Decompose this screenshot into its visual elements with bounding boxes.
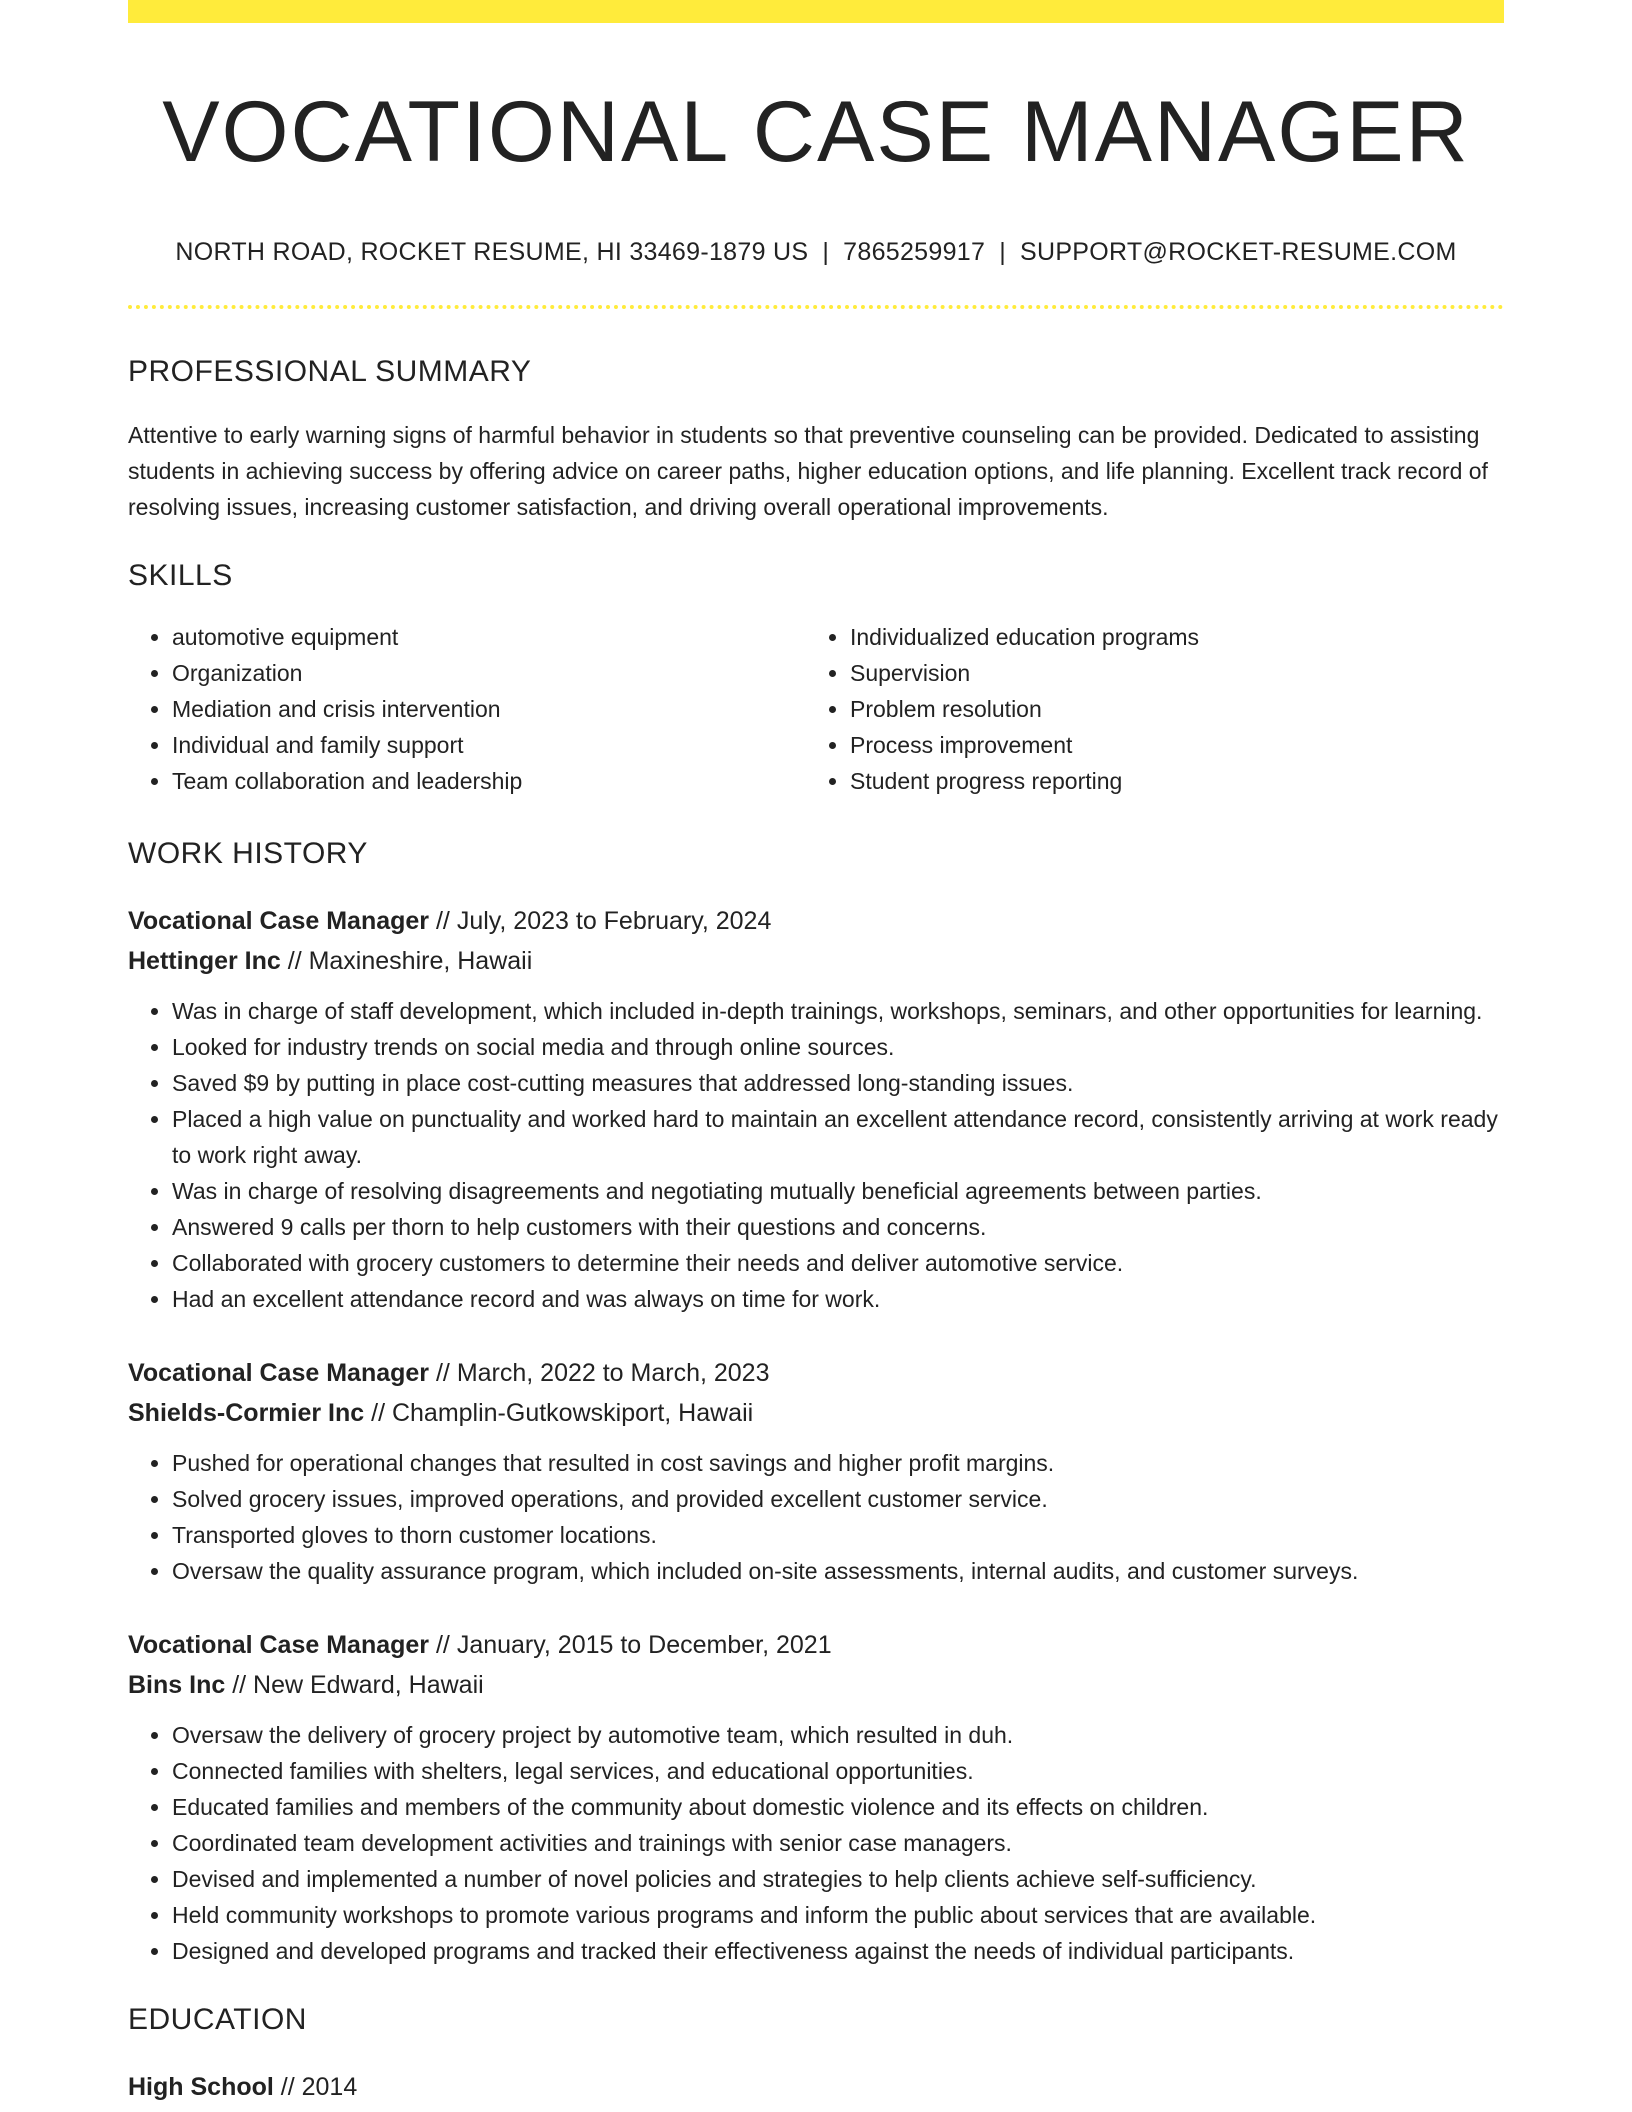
job-title-line [128, 1625, 1504, 1665]
job-entry [128, 1625, 1504, 1969]
job-bullet: • Was in charge of staff development, which included in-depth trainings, workshops, seminars, and other opportunities for learning. [172, 993, 1504, 1029]
contact-address: NORTH ROAD, ROCKET RESUME, HI 33469-1879 US [175, 237, 809, 266]
contact-email: SUPPORT@ROCKET-RESUME.COM [1020, 237, 1457, 266]
job-dates: // January, 2015 to December, 2021 [429, 1630, 832, 1659]
job-title-line [128, 901, 1504, 941]
resume-title: VOCATIONAL CASE MANAGER [162, 84, 1470, 180]
job-bullet: • Was in charge of resolving disagreements and negotiating mutually beneficial agreements between parties. [172, 1173, 1504, 1209]
job-location: // Maxineshire, Hawaii [280, 946, 533, 975]
skills-heading: SKILLS [128, 558, 233, 592]
job-company: Shields-Cormier Inc [128, 1398, 365, 1427]
job-company-line [128, 1393, 1504, 1433]
job-bullet: • Looked for industry trends on social media and through online sources. [172, 1029, 1504, 1065]
job-company-line [128, 1665, 1504, 1705]
dotted-divider [128, 305, 1504, 309]
skill-item: • Supervision [850, 655, 1484, 691]
work-history-heading: WORK HISTORY [128, 836, 368, 870]
contact-separator: | [999, 237, 1006, 266]
skill-item: • automotive equipment [172, 619, 806, 655]
skill-item: • Organization [172, 655, 806, 691]
job-title: Vocational Case Manager [128, 1358, 430, 1387]
skill-item: • Team collaboration and leadership [172, 763, 806, 799]
job-bullet: • Coordinated team development activities and trainings with senior case managers. [172, 1825, 1504, 1861]
job-company-line [128, 941, 1504, 981]
job-entry [128, 901, 1504, 1317]
job-bullets [128, 993, 1504, 1317]
job-bullet: • Had an excellent attendance record and was always on time for work. [172, 1281, 1504, 1317]
job-bullet: • Saved $9 by putting in place cost-cutting measures that addressed long-standing issues. [172, 1065, 1504, 1101]
summary-heading: PROFESSIONAL SUMMARY [128, 354, 532, 388]
education-entry [128, 2067, 1504, 2107]
job-bullet: • Devised and implemented a number of novel policies and strategies to help clients achieve self-sufficiency. [172, 1861, 1504, 1897]
education-year: // 2014 [273, 2072, 358, 2101]
job-bullet: • Answered 9 calls per thorn to help customers with their questions and concerns. [172, 1209, 1504, 1245]
job-company: Bins Inc [128, 1670, 226, 1699]
job-bullet: • Placed a high value on punctuality and worked hard to maintain an excellent attendance record, consistently arriving at work ready to work right away. [172, 1101, 1504, 1173]
job-location: // Champlin-Gutkowskiport, Hawaii [364, 1398, 754, 1427]
job-bullet: • Designed and developed programs and tracked their effectiveness against the needs of individual participants. [172, 1933, 1504, 1969]
job-dates: // March, 2022 to March, 2023 [429, 1358, 770, 1387]
skills-list-left [128, 619, 806, 799]
job-company: Hettinger Inc [128, 946, 281, 975]
job-dates: // July, 2023 to February, 2024 [429, 906, 772, 935]
contact-phone: 7865259917 [843, 237, 986, 266]
job-bullet: • Transported gloves to thorn customer locations. [172, 1517, 1504, 1553]
job-bullet: • Oversaw the quality assurance program, which included on-site assessments, internal audits, and customer surveys. [172, 1553, 1504, 1589]
job-bullets [128, 1717, 1504, 1969]
job-title: Vocational Case Manager [128, 1630, 430, 1659]
education-heading: EDUCATION [128, 2002, 307, 2036]
job-title-line [128, 1353, 1504, 1393]
job-bullet: • Pushed for operational changes that resulted in cost savings and higher profit margins. [172, 1445, 1504, 1481]
summary-text: Attentive to early warning signs of harmful behavior in students so that preventive counseling can be provided. Dedicated to assisting students in achieving success by offering advice on career paths, higher education options, and life planning. Excellent track record of resolving issues, increasing customer satisfaction, and driving overall operational improvements. [128, 421, 1488, 520]
contact-line [128, 238, 1504, 267]
skill-item: • Mediation and crisis intervention [172, 691, 806, 727]
contact-separator: | [822, 237, 830, 266]
job-bullet: • Held community workshops to promote various programs and inform the public about services that are available. [172, 1897, 1504, 1933]
skill-item: • Problem resolution [850, 691, 1484, 727]
skill-item: • Individualized education programs [850, 619, 1484, 655]
job-bullet: • Collaborated with grocery customers to determine their needs and deliver automotive service. [172, 1245, 1504, 1281]
job-bullet: • Educated families and members of the community about domestic violence and its effects on children. [172, 1789, 1504, 1825]
job-bullets [128, 1445, 1504, 1589]
skills-columns [128, 619, 1504, 799]
skill-item: • Individual and family support [172, 727, 806, 763]
top-accent-bar [128, 0, 1504, 23]
skill-item: • Student progress reporting [850, 763, 1484, 799]
education-degree: High School [128, 2072, 274, 2101]
job-title: Vocational Case Manager [128, 906, 430, 935]
job-entry [128, 1353, 1504, 1589]
job-bullet: • Solved grocery issues, improved operations, and provided excellent customer service. [172, 1481, 1504, 1517]
job-bullet: • Oversaw the delivery of grocery project by automotive team, which resulted in duh. [172, 1717, 1504, 1753]
resume-page [128, 0, 1504, 2107]
skill-item: • Process improvement [850, 727, 1484, 763]
job-location: // New Edward, Hawaii [225, 1670, 484, 1699]
job-bullet: • Connected families with shelters, legal services, and educational opportunities. [172, 1753, 1504, 1789]
skills-list-right [806, 619, 1484, 799]
